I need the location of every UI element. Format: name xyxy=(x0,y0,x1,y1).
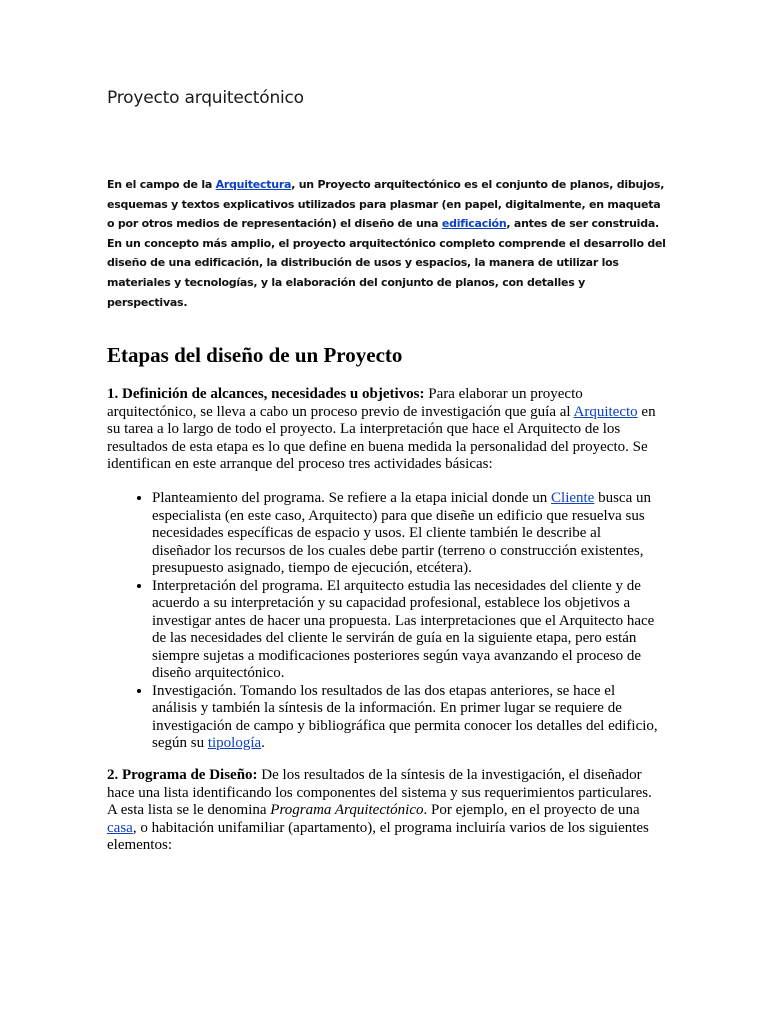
stage1-paragraph xyxy=(107,386,663,474)
stage1-text-1: Para elaborar un proyecto arquitectónico, se lleva a cabo un proceso previo de investigación que guía al xyxy=(107,386,583,420)
edificacion-link[interactable]: edificación xyxy=(441,217,507,231)
arquitecto-link[interactable]: Arquitecto xyxy=(573,403,638,420)
intro-text-3: , antes de ser construida. En un concepto más amplio, el proyecto arquitectónico completo comprende el desarrollo del diseño de una edificación, la distribución de usos y espacios, la manera de utilizar los materiales y tecnologías, y la elaboración del conjunto de planos, con detalles y perspectivas. xyxy=(107,217,666,309)
stage2-text-3: , o habitación unifamiliar (apartamento), el programa incluiría varios de los siguientes elementos: xyxy=(107,819,649,853)
programa-arquitectonico-term: Programa Arquitectónico xyxy=(270,802,424,818)
list-item-planteamiento xyxy=(152,490,663,578)
casa-link[interactable]: casa xyxy=(107,819,133,836)
list-item-investigacion xyxy=(152,683,663,753)
bullet1-text-2: busca un especialista (en este caso, Arquitecto) para que diseñe un edificio que resuelva sus necesidades específicas de espacio y usos. El cliente también le describe al diseñador los recursos de los cuales debe partir (terreno o construcción existentes, presupuesto asignado, tiempo de ejecución, etcétera). xyxy=(152,490,651,576)
intro-text-1: En el campo de la xyxy=(107,178,216,191)
stage2-heading: 2. Programa de Diseño: xyxy=(107,767,258,783)
bullet3-text-1: Investigación. Tomando los resultados de las dos etapas anteriores, se hace el análisis y también la síntesis de la información. En primer lugar se requiere de investigación de campo y bibliográfica que permita conocer los detalles del edificio, según su xyxy=(152,682,658,751)
intro-paragraph xyxy=(107,175,667,312)
cliente-link[interactable]: Cliente xyxy=(551,490,595,506)
document-title: Proyecto arquitectónico xyxy=(107,88,304,108)
arquitectura-link[interactable]: Arquitectura xyxy=(215,178,292,191)
stage2-paragraph xyxy=(107,767,663,855)
stage1-activity-list xyxy=(107,490,663,753)
stage1-text-2: en su tarea a lo largo de todo el proyecto. La interpretación que hace el Arquitecto de los resultados de esta etapa es lo que define en buena medida la personalidad del proyecto. Se identifican en este arranque del proceso tres actividades básicas: xyxy=(107,403,656,472)
section-title: Etapas del diseño de un Proyecto xyxy=(107,343,403,367)
stage2-text-2: . Por ejemplo, en el proyecto de una xyxy=(423,802,640,818)
stage1-heading: 1. Definición de alcances, necesidades u objetivos: xyxy=(107,386,425,402)
stage2-text-1: De los resultados de la síntesis de la investigación, el diseñador hace una lista identificando los componentes del sistema y sus requerimientos particulares. A esta lista se le denomina xyxy=(107,767,652,818)
bullet3-text-2: . xyxy=(261,735,265,751)
tipologia-link[interactable]: tipología xyxy=(207,735,262,751)
bullet2-text: Interpretación del programa. El arquitecto estudia las necesidades del cliente y de acuerdo a su interpretación y su capacidad profesional, establece los objetivos a investigar antes de hacer una propuesta. Las interpretaciones que el Arquitecto hace de las necesidades del cliente le servirán de guía en la siguiente etapa, pero están siempre sujetas a modificaciones posteriores según vaya avanzando el proceso de diseño arquitectónico. xyxy=(152,577,655,681)
bullet1-text-1: Planteamiento del programa. Se refiere a la etapa inicial donde un xyxy=(152,490,552,506)
list-item-interpretacion xyxy=(152,578,663,683)
intro-text-2: , un Proyecto arquitectónico es el conjunto de planos, dibujos, esquemas y textos explicativos utilizados para plasmar (en papel, digitalmente, en maqueta o por otros medios de representación) el diseño de una xyxy=(107,178,665,231)
